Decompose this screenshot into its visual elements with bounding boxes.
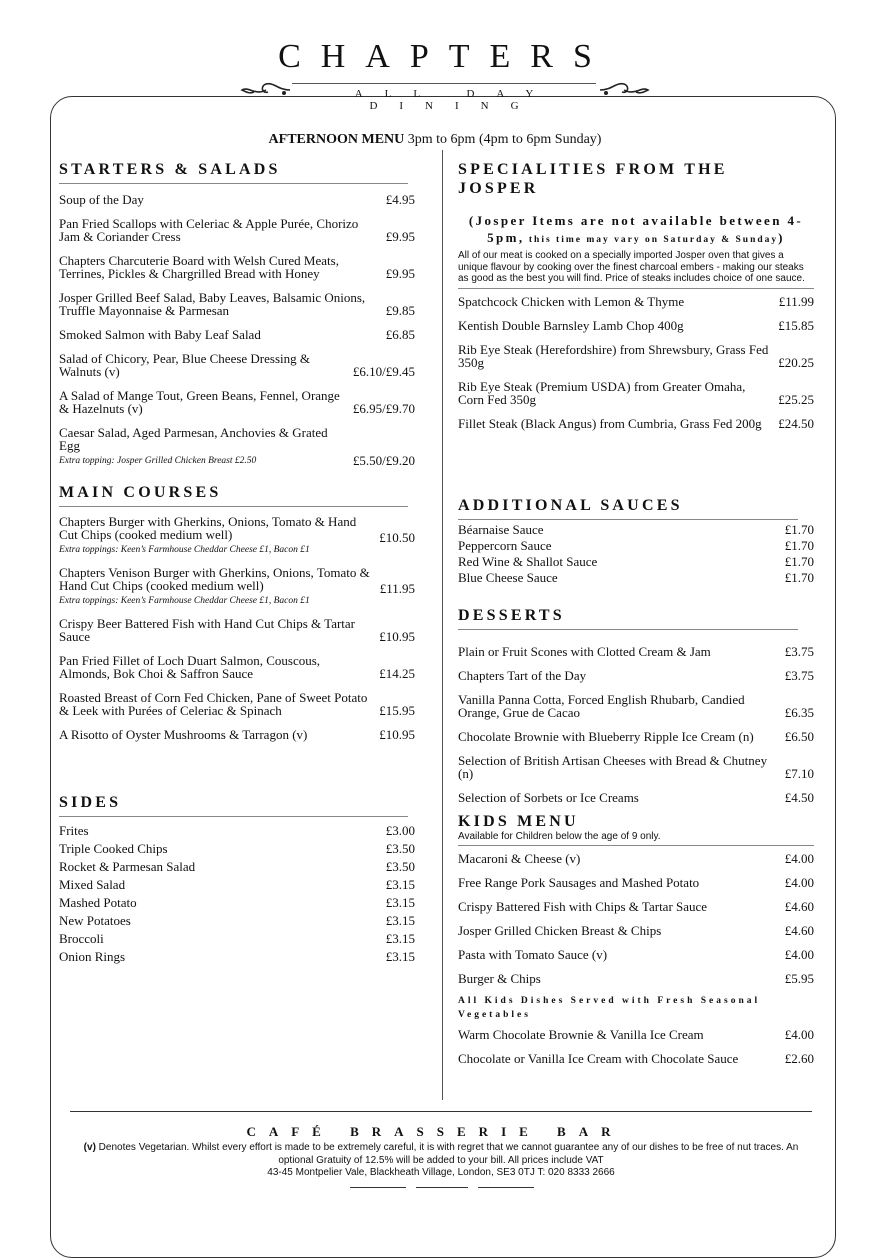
kids-age-note: Available for Children below the age of 9 only. <box>458 831 661 842</box>
tagline-rule <box>292 83 596 84</box>
menu-item: Vanilla Panna Cotta, Forced English Rhubarb, Candied Orange, Grue de Cacao £6.35 <box>458 692 814 720</box>
menu-item: Chapters Charcuterie Board with Welsh Cured Meats, Terrines, Pickles & Chargrilled Bread with Honey £9.95 <box>59 253 415 281</box>
menu-item: Mixed Salad £3.15 <box>59 877 415 892</box>
menu-item: A Salad of Mange Tout, Green Beans, Fennel, Orange & Hazelnuts (v) £6.95/£9.70 <box>59 388 415 416</box>
menu-item: Salad of Chicory, Pear, Blue Cheese Dressing & Walnuts (v) £6.10/£9.45 <box>59 351 415 379</box>
left-column <box>59 160 415 964</box>
section-rule <box>59 183 408 184</box>
menu-item: Warm Chocolate Brownie & Vanilla Ice Cream £4.00 <box>458 1026 814 1042</box>
sides-section <box>59 793 415 963</box>
menu-item: Plain or Fruit Scones with Clotted Cream & Jam £3.75 <box>458 644 814 659</box>
footer-disclaimer: (v) Denotes Vegetarian. Whilst every effort is made to be extremely careful, it is with regret that we cannot guarantee any of our dishes to be free of nut traces. An optional Gratuity of 12.5% will be added to your bill. All prices include VAT 43-45 Montpelier Vale, Blackheath Village, London, SE3 0TJ T: 020 8333 2666 <box>83 1142 799 1178</box>
mains-section <box>59 483 415 741</box>
section-rule <box>458 288 814 289</box>
menu-item: Rib Eye Steak (Premium USDA) from Greater Omaha, Corn Fed 350g £25.25 <box>458 378 814 407</box>
josper-availability-notice: (Josper Items are not available between 4-5pm, this time may vary on Saturday & Sunday) <box>468 213 804 245</box>
menu-item: Roasted Breast of Corn Fed Chicken, Pane of Sweet Potato & Leek with Purées of Celeriac & Spinach £15.95 <box>59 690 415 718</box>
section-title: ADDITIONAL SAUCES <box>458 497 683 514</box>
menu-item: Chapters Tart of the Day £3.75 <box>458 668 814 683</box>
footer-address: 43-45 Montpelier Vale, Blackheath Village, London, SE3 0TJ T: 020 8333 2666 <box>267 1167 615 1178</box>
josper-section <box>458 160 814 430</box>
menu-subtitle <box>0 132 870 148</box>
menu-item: Chapters Venison Burger with Gherkins, Onions, Tomato & Hand Cut Chips (cooked medium well) Extra toppings: Keen’s Farmhouse Cheddar Cheese £1, Bacon £1 £11.95 <box>59 565 415 606</box>
josper-description: All of our meat is cooked on a specially imported Josper oven that gives a unique flavour by cooking over the finest charcoal embers - making our steaks as good as the best you will find. Price of steaks includes choice of one sauce. <box>458 250 805 284</box>
footer-title: CAFÉ BRASSERIE BAR <box>246 1124 624 1139</box>
section-rule <box>458 519 798 520</box>
extra-topping-note: Extra toppings: Keen’s Farmhouse Cheddar Cheese £1, Bacon £1 <box>59 596 310 606</box>
bottom-rule-center <box>416 1187 468 1188</box>
menu-item: Mashed Potato £3.15 <box>59 895 415 910</box>
menu-item: Chocolate or Vanilla Ice Cream with Chocolate Sauce £2.60 <box>458 1050 814 1066</box>
menu-item: Burger & Chips £5.95 <box>458 970 814 986</box>
menu-item: Peppercorn Sauce £1.70 <box>458 538 814 553</box>
menu-item: A Risotto of Oyster Mushrooms & Tarragon (v) £10.95 <box>59 727 415 742</box>
menu-item: New Potatoes £3.15 <box>59 913 415 928</box>
restaurant-logo: CHAPTERS <box>278 38 612 75</box>
kids-section <box>458 812 814 1065</box>
menu-item: Blue Cheese Sauce £1.70 <box>458 570 814 585</box>
menu-item: Béarnaise Sauce £1.70 <box>458 522 814 537</box>
menu-item: Frites £3.00 <box>59 823 415 838</box>
menu-item: Spatchcock Chicken with Lemon & Thyme £11.99 <box>458 293 814 309</box>
section-rule <box>59 506 408 507</box>
menu-item: Caesar Salad, Aged Parmesan, Anchovies & Grated Egg Extra topping: Josper Grilled Chicken Breast £2.50 £5.50/£9.20 <box>59 425 415 468</box>
menu-item: Pan Fried Scallops with Celeriac & Apple Purée, Chorizo Jam & Coriander Cress £9.95 <box>59 216 415 244</box>
menu-item: Red Wine & Shallot Sauce £1.70 <box>458 554 814 569</box>
sauces-section <box>458 496 814 584</box>
column-divider <box>442 150 443 1100</box>
menu-item: Josper Grilled Chicken Breast & Chips £4.60 <box>458 922 814 938</box>
menu-item: Kentish Double Barnsley Lamb Chop 400g £15.85 <box>458 317 814 333</box>
menu-item: Triple Cooked Chips £3.50 <box>59 841 415 856</box>
menu-item: Selection of British Artisan Cheeses with Bread & Chutney (n) £7.10 <box>458 753 814 781</box>
menu-item: Selection of Sorbets or Ice Creams £4.50 <box>458 790 814 805</box>
section-title: MAIN COURSES <box>59 484 222 501</box>
menu-item: Soup of the Day £4.95 <box>59 192 415 207</box>
section-title: SPECIALITIES FROM THE JOSPER <box>458 161 728 197</box>
right-column <box>458 160 814 1066</box>
menu-item: Macaroni & Cheese (v) £4.00 <box>458 850 814 866</box>
menu-item: Rib Eye Steak (Herefordshire) from Shrewsbury, Grass Fed 350g £20.25 <box>458 341 814 370</box>
bottom-rule-left <box>350 1187 406 1188</box>
section-rule <box>59 816 408 817</box>
section-title: KIDS MENU <box>458 813 579 830</box>
veg-marker: (v) <box>83 1142 96 1153</box>
menu-item: Crispy Battered Fish with Chips & Tartar Sauce £4.60 <box>458 898 814 914</box>
section-rule <box>458 629 798 630</box>
extra-topping-note: Extra toppings: Keen’s Farmhouse Cheddar Cheese £1, Bacon £1 <box>59 545 310 555</box>
section-title: STARTERS & SALADS <box>59 161 281 178</box>
menu-item: Smoked Salmon with Baby Leaf Salad £6.85 <box>59 327 415 342</box>
menu-item: Onion Rings £3.15 <box>59 949 415 964</box>
section-rule <box>458 845 814 846</box>
kids-vegetables-note: All Kids Dishes Served with Fresh Seasonal Vegetables <box>458 995 761 1020</box>
menu-hours: 3pm to 6pm (4pm to 6pm Sunday) <box>404 132 602 147</box>
menu-item: Chapters Burger with Gherkins, Onions, Tomato & Hand Cut Chips (cooked medium well) Extra toppings: Keen’s Farmhouse Cheddar Cheese £1, Bacon £1 £10.50 <box>59 514 415 555</box>
menu-name: AFTERNOON MENU <box>268 132 405 147</box>
right-flourish-icon <box>598 78 652 102</box>
section-title: SIDES <box>59 794 122 811</box>
desserts-section <box>458 606 814 804</box>
left-flourish-icon <box>238 78 292 102</box>
menu-item: Rocket & Parmesan Salad £3.50 <box>59 859 415 874</box>
menu-item: Free Range Pork Sausages and Mashed Potato £4.00 <box>458 874 814 890</box>
tagline: ALL DAY DINING <box>354 88 556 112</box>
menu-item: Pasta with Tomato Sauce (v) £4.00 <box>458 946 814 962</box>
bottom-rule-right <box>478 1187 534 1188</box>
menu-item: Pan Fried Fillet of Loch Duart Salmon, Couscous, Almonds, Bok Choi & Saffron Sauce £14.25 <box>59 653 415 681</box>
menu-item: Broccoli £3.15 <box>59 931 415 946</box>
menu-item: Josper Grilled Beef Salad, Baby Leaves, Balsamic Onions, Truffle Mayonnaise & Parmesan £9.85 <box>59 290 415 318</box>
extra-topping-note: Extra topping: Josper Grilled Chicken Breast £2.50 <box>59 456 257 466</box>
menu-item: Crispy Beer Battered Fish with Hand Cut Chips & Tartar Sauce £10.95 <box>59 616 415 644</box>
starters-section <box>59 160 415 467</box>
footer-rule <box>70 1111 812 1112</box>
section-title: DESSERTS <box>458 607 565 624</box>
menu-item: Fillet Steak (Black Angus) from Cumbria, Grass Fed 200g £24.50 <box>458 415 814 431</box>
menu-item: Chocolate Brownie with Blueberry Ripple Ice Cream (n) £6.50 <box>458 729 814 744</box>
